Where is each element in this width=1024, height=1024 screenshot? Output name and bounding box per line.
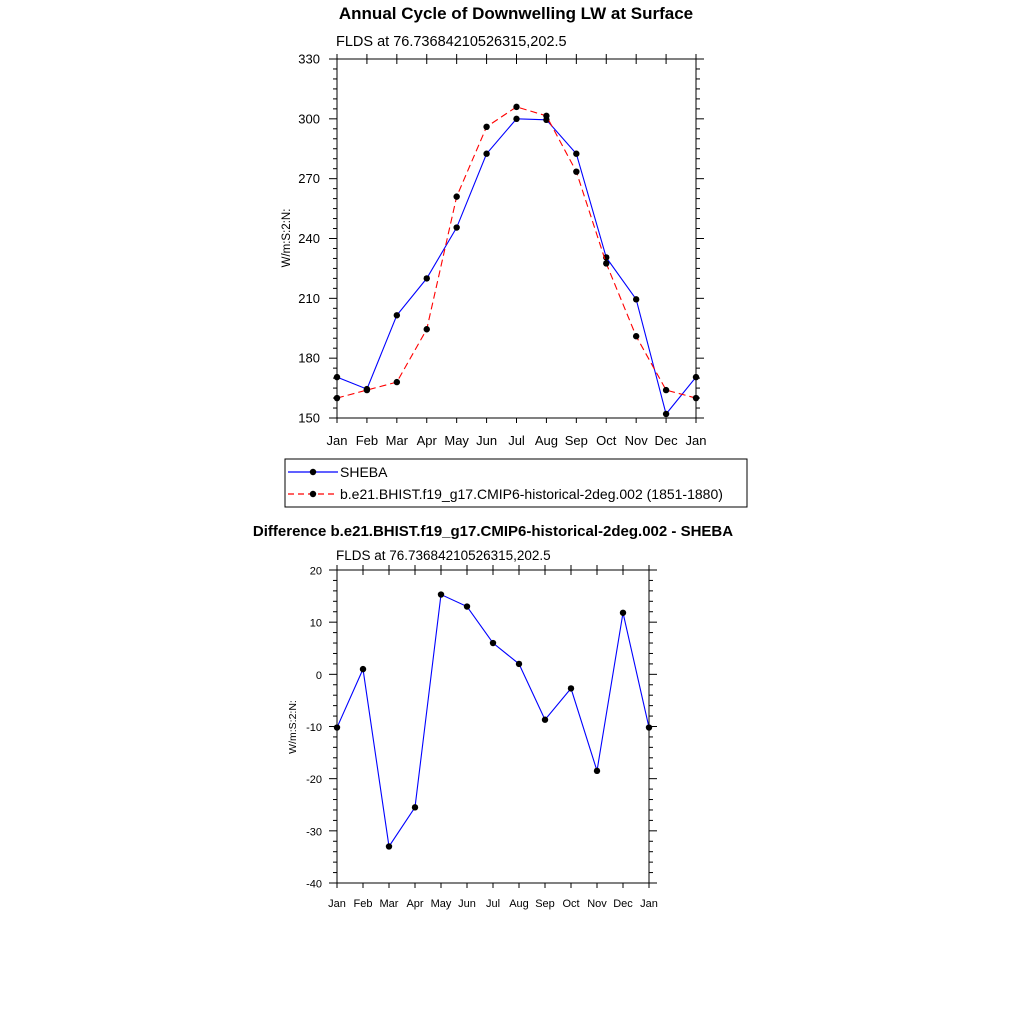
chart1-xtick-label: Apr [416, 433, 437, 448]
chart1-series-1-point [633, 333, 639, 339]
legend-marker-sheba [310, 469, 316, 475]
chart2-xtick-label: Sep [535, 898, 555, 910]
chart1-ylabel: W/m:S:2:N: [281, 208, 293, 268]
chart2-xtick-label: Aug [509, 898, 529, 910]
chart2-series-0-point [438, 591, 444, 597]
chart1-ytick-label: 210 [298, 290, 320, 306]
chart1-series-0-point [483, 151, 489, 157]
legend-marker-model [310, 491, 316, 497]
chart1-series-1-point [364, 387, 370, 393]
chart1-xtick-label: Dec [654, 433, 678, 448]
chart2-series-line-0 [337, 595, 649, 847]
chart2-xtick-label: Jan [640, 898, 658, 910]
chart1-series-1-point [513, 104, 519, 110]
chart2-subtitle: FLDS at 76.73684210526315,202.5 [336, 548, 551, 563]
chart2-xtick-label: Jan [328, 898, 346, 910]
chart1-x-tick-labels [327, 433, 707, 448]
chart1-series-0-point [424, 275, 430, 281]
chart2-x-tick-labels [328, 898, 658, 910]
chart2-ytick-label: 0 [315, 669, 322, 682]
chart2-xtick-label: Jun [458, 898, 476, 910]
chart2-xtick-label: Nov [587, 898, 607, 910]
chart1-series-0-point [513, 116, 519, 122]
chart1-xtick-label: Jan [685, 433, 707, 448]
chart1-xtick-label: May [444, 433, 469, 448]
chart2-series-0-point [412, 804, 418, 810]
chart2-tickmarks [329, 565, 657, 888]
chart2-ytick-label: 10 [309, 617, 322, 630]
chart1-xtick-label: Jun [476, 433, 498, 448]
chart1-series-1-point [573, 168, 579, 174]
chart2-xtick-label: Apr [406, 898, 424, 910]
chart2-series-0-point [594, 768, 600, 774]
chart2-xtick-label: Dec [613, 898, 633, 910]
chart2-series-0-point [516, 661, 522, 667]
legend-label-model: b.e21.BHIST.f19_g17.CMIP6-historical-2deg.002 (1851-1880) [340, 486, 723, 502]
chart2-series [334, 591, 652, 849]
chart2-ylabel: W/m:S:2:N: [287, 700, 299, 754]
chart1-series-1-point [603, 260, 609, 266]
chart1-xtick-label: Sep [564, 433, 588, 448]
chart2-xtick-label: Oct [562, 898, 580, 910]
chart1-title: Annual Cycle of Downwelling LW at Surface [338, 4, 694, 23]
chart1-series-0-point [573, 151, 579, 157]
chart2-ytick-label: -20 [306, 774, 322, 787]
chart1-ytick-label: 240 [298, 231, 320, 246]
chart1-series-1-point [483, 124, 489, 130]
chart1-legend [285, 459, 747, 507]
chart1-series-0-point [394, 312, 400, 318]
chart1-xtick-label: Mar [385, 433, 409, 448]
chart1-y-tick-labels [298, 52, 320, 426]
chart2-series-0-point [620, 610, 626, 616]
chart2-y-tick-labels [306, 566, 322, 891]
chart2-ytick-label: -30 [306, 826, 322, 839]
chart1-xtick-label: Jan [326, 433, 348, 448]
chart2-xtick-label: May [430, 898, 452, 910]
chart1-series-0-point [453, 224, 459, 230]
chart1-xtick-label: Nov [624, 433, 648, 448]
chart2-title: Difference b.e21.BHIST.f19_g17.CMIP6-historical-2deg.002 - SHEBA [252, 523, 734, 540]
chart1-series-1-point [424, 326, 430, 332]
chart1-series-0-point [663, 411, 669, 417]
chart1-subtitle: FLDS at 76.73684210526315,202.5 [336, 34, 567, 50]
chart2-ytick-label: -40 [306, 878, 322, 891]
chart1-series-line-0 [337, 119, 696, 414]
chart1-series-line-1 [337, 107, 696, 398]
chart2-series-0-point [464, 603, 470, 609]
chart1-ytick-label: 150 [298, 410, 320, 426]
chart2-series-0-point [490, 640, 496, 646]
chart1-xtick-label: Oct [596, 433, 617, 448]
chart2-series-0-point [386, 843, 392, 849]
chart1-series-1-point [543, 113, 549, 119]
chart2-plot-frame [337, 570, 649, 883]
chart2-xtick-label: Mar [379, 898, 399, 910]
chart1-plot-frame [337, 59, 696, 418]
chart1-ytick-label: 330 [298, 51, 320, 67]
chart2-series-0-point [542, 717, 548, 723]
chart2-xtick-label: Feb [353, 898, 373, 910]
chart1-series-1-point [453, 193, 459, 199]
chart1-series-0-point [633, 296, 639, 302]
chart1-xtick-label: Feb [355, 433, 379, 448]
legend-label-sheba: SHEBA [340, 464, 388, 480]
chart2-ytick-label: 20 [309, 565, 322, 578]
chart1-ytick-label: 180 [298, 350, 320, 366]
chart2-series-0-point [360, 666, 366, 672]
chart1-ytick-label: 270 [298, 171, 320, 187]
chart1-series-1-point [394, 379, 400, 385]
chart2-xtick-label: Jul [485, 898, 501, 910]
chart1-series [334, 104, 699, 418]
chart2-ytick-label: -10 [306, 722, 322, 734]
chart1-series-1-point [663, 387, 669, 393]
chart1-xtick-label: Aug [534, 433, 558, 448]
chart2-series-0-point [568, 685, 574, 691]
chart1-xtick-label: Jul [508, 433, 525, 448]
chart1-ytick-label: 300 [298, 111, 320, 127]
